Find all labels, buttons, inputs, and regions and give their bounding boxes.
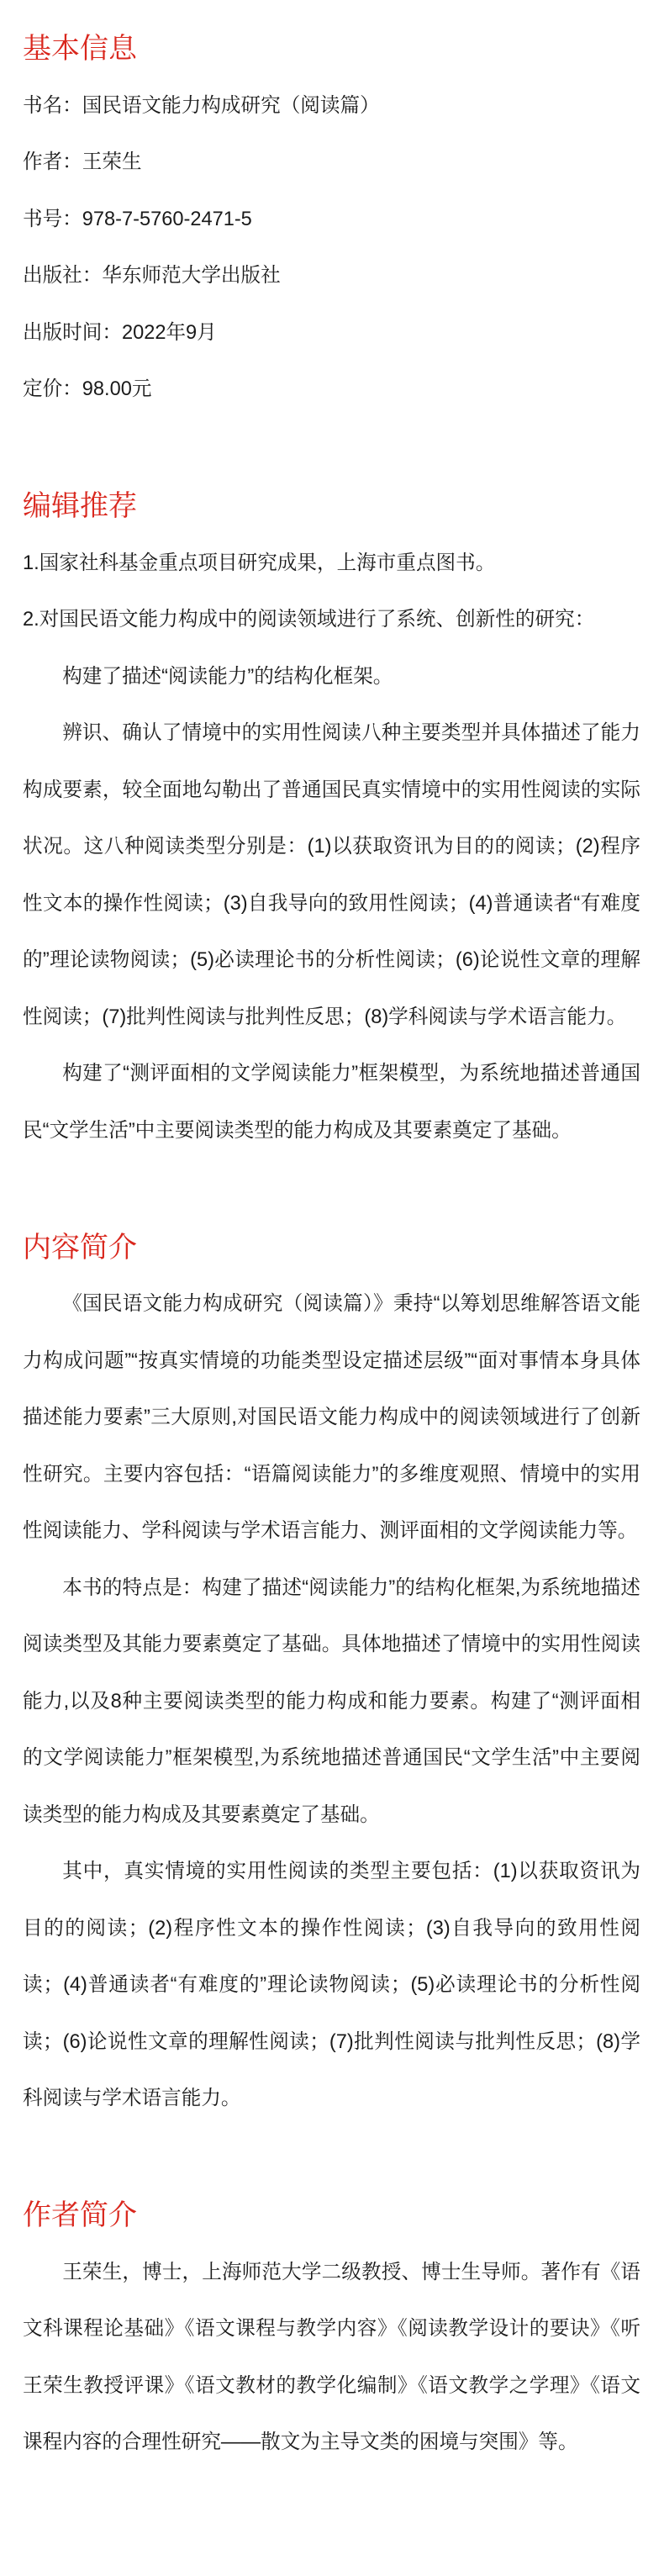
info-row-price — [23, 362, 640, 419]
summary-paragraph-2: 本书的特点是：构建了描述“阅读能力”的结构化框架,为系统地描述阅读类型及其能力要素奠定了基础。具体地描述了情境中的实用性阅读能力,以及8种主要阅读类型的能力构成和能力要素。构建了“测评面相的文学阅读能力”框架模型,为系统地描述普通国民“文学生活”中主要阅读类型的能力构成及其要素奠定了基础。 — [23, 1576, 640, 1826]
summary-paragraph-1: 《国民语文能力构成研究（阅读篇）》秉持“以筹划思维解答语文能力构成问题”“按真实情境的功能类型设定描述层级”“面对事情本身具体描述能力要素”三大原则,对国民语文能力构成中的阅读领域进行了创新性研究。主要内容包括：“语篇阅读能力”的多维度观照、情境中的实用性阅读能力、学科阅读与学术语言能力、测评面相的文学阅读能力等。 — [23, 1293, 640, 1542]
info-label: 书号： — [23, 208, 82, 230]
info-label: 作者： — [23, 151, 82, 173]
info-label: 出版社： — [23, 265, 103, 287]
recommendation-detail-practical-reading: 辨识、确认了情境中的实用性阅读八种主要类型并具体描述了能力构成要素，较全面地勾勒出了普通国民真实情境中的实用性阅读的实际状况。这八种阅读类型分别是：(1)以获取资讯为目的的阅读；(2)程序性文本的操作性阅读；(3)自我导向的致用性阅读；(4)普通读者“有难度的”理论读物阅读；(5)必读理论书的分析性阅读；(6)论说性文章的理解性阅读；(7)批判性阅读与批判性反思；(8)学科阅读与学术语言能力。 — [23, 722, 640, 1028]
info-row-author — [23, 135, 640, 192]
info-label: 定价： — [23, 378, 82, 400]
summary-paragraph-3: 其中，真实情境的实用性阅读的类型主要包括：(1)以获取资讯为目的的阅读；(2)程序性文本的操作性阅读；(3)自我导向的致用性阅读；(4)普通读者“有难度的”理论读物阅读；(5)必读理论书的分析性阅读；(6)论说性文章的理解性阅读；(7)批判性阅读与批判性反思；(8)学科阅读与学术语言能力。 — [23, 1861, 640, 2109]
info-value: 2022年9月 — [121, 321, 217, 344]
editor-recommendation-section — [23, 478, 640, 1159]
summary-section — [23, 1220, 640, 2128]
info-row-book-title — [23, 78, 640, 135]
recommendation-detail-literary-model: 构建了“测评面相的文学阅读能力”框架模型，为系统地描述普通国民“文学生活”中主要阅读类型的能力构成及其要素奠定了基础。 — [23, 1063, 640, 1142]
info-value: 华东师范大学出版社 — [102, 265, 281, 287]
recommendation-detail-framework: 构建了描述“阅读能力”的结构化框架。 — [62, 665, 393, 688]
basic-info-title: 基本信息 — [23, 33, 137, 65]
editor-recommendation-title: 编辑推荐 — [23, 490, 137, 522]
info-label: 出版时间： — [23, 321, 122, 344]
author-title: 作者简介 — [23, 2199, 137, 2231]
info-row-publish-date — [23, 305, 640, 362]
info-value: 98.00元 — [82, 378, 152, 400]
info-row-publisher — [23, 248, 640, 305]
author-section — [23, 2188, 640, 2472]
info-row-isbn — [23, 192, 640, 249]
info-value: 王荣生 — [82, 151, 142, 173]
author-bio: 王荣生，博士，上海师范大学二级教授、博士生导师。著作有《语文科课程论基础》《语文课程与教学内容》《阅读教学设计的要诀》《听王荣生教授评课》《语文教材的教学化编制》《语文教学之学理》《语文课程内容的合理性研究——散文为主导文类的困境与突围》等。 — [23, 2261, 640, 2453]
info-value: 国民语文能力构成研究（阅读篇） — [82, 94, 380, 117]
basic-info-section — [23, 21, 640, 419]
recommendation-point-2: 2.对国民语文能力构成中的阅读领域进行了系统、创新性的研究： — [23, 609, 595, 631]
recommendation-point-1: 1.国家社科基金重点项目研究成果，上海市重点图书。 — [23, 552, 496, 574]
summary-title: 内容简介 — [23, 1231, 137, 1264]
info-value: 978-7-5760-2471-5 — [82, 208, 252, 230]
info-label: 书名： — [23, 94, 82, 117]
